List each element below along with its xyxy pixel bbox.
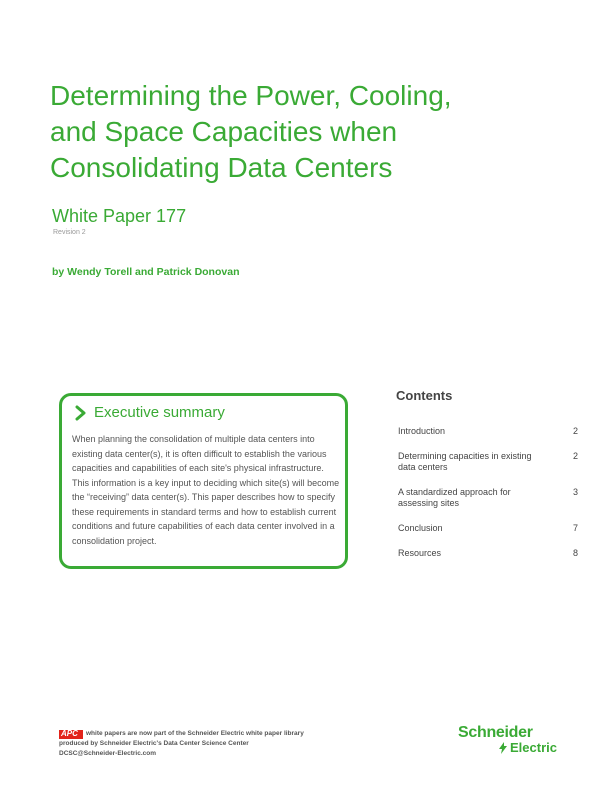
footer-note	[59, 729, 304, 759]
toc-item-resources[interactable]	[398, 548, 578, 559]
executive-summary-text: When planning the consolidation of multiple data centers into existing data center(s), it is often difficult to establish the various capacities and capabilities of each site's physical infrastructure. This information is a key input to deciding which site(s) will become the “receiving” data center(s). This paper describes how to specify these requirements in standard terms and how to establish current conditions and future capabilities of each data center involved in a consolidation project.	[72, 434, 340, 546]
chevron-right-icon	[74, 405, 88, 421]
toc-item-introduction[interactable]	[398, 426, 578, 437]
revision-label: Revision 2	[53, 229, 86, 236]
executive-summary-box	[59, 393, 348, 569]
title-line: and Space Capacities when	[50, 116, 398, 147]
title-line: Consolidating Data Centers	[50, 152, 393, 183]
toc-item-conclusion[interactable]	[398, 523, 578, 534]
toc-item-label: Determining capacities in existing data centers	[398, 451, 532, 472]
executive-summary-header	[74, 404, 225, 421]
toc-item-label: Resources	[398, 548, 442, 558]
footer-line-2: produced by Schneider Electric's Data Center Science Center	[59, 740, 249, 747]
toc-item-label: Conclusion	[398, 523, 443, 533]
toc-item-page: 3	[572, 487, 578, 497]
executive-summary-heading: Executive summary	[94, 404, 225, 421]
footer-email-link[interactable]: DCSC@Schneider-Electric.com	[59, 750, 157, 757]
brand-subname: Electric	[510, 740, 557, 755]
apc-logo: APC	[59, 730, 83, 739]
toc-item-label: Introduction	[398, 426, 446, 436]
contents-heading: Contents	[396, 388, 453, 403]
schneider-electric-logo	[458, 725, 570, 755]
title-line: Determining the Power, Cooling,	[50, 80, 452, 111]
table-of-contents	[398, 426, 578, 559]
toc-item-page: 8	[572, 548, 578, 558]
toc-item-label: A standardized approach for assessing sites	[398, 487, 511, 508]
toc-item-page: 7	[572, 523, 578, 533]
footer-line-1: white papers are now part of the Schneider Electric white paper library	[86, 730, 304, 737]
toc-item-determining-capacities[interactable]	[398, 451, 578, 473]
document-title	[50, 78, 570, 186]
toc-item-page: 2	[572, 451, 578, 461]
brand-name: Schneider	[458, 724, 533, 741]
white-paper-number: White Paper 177	[52, 206, 187, 226]
toc-item-standardized-approach[interactable]	[398, 487, 578, 509]
authors-line: by Wendy Torell and Patrick Donovan	[52, 266, 240, 278]
lightning-bolt-icon	[498, 742, 508, 754]
toc-item-page: 2	[572, 426, 578, 436]
